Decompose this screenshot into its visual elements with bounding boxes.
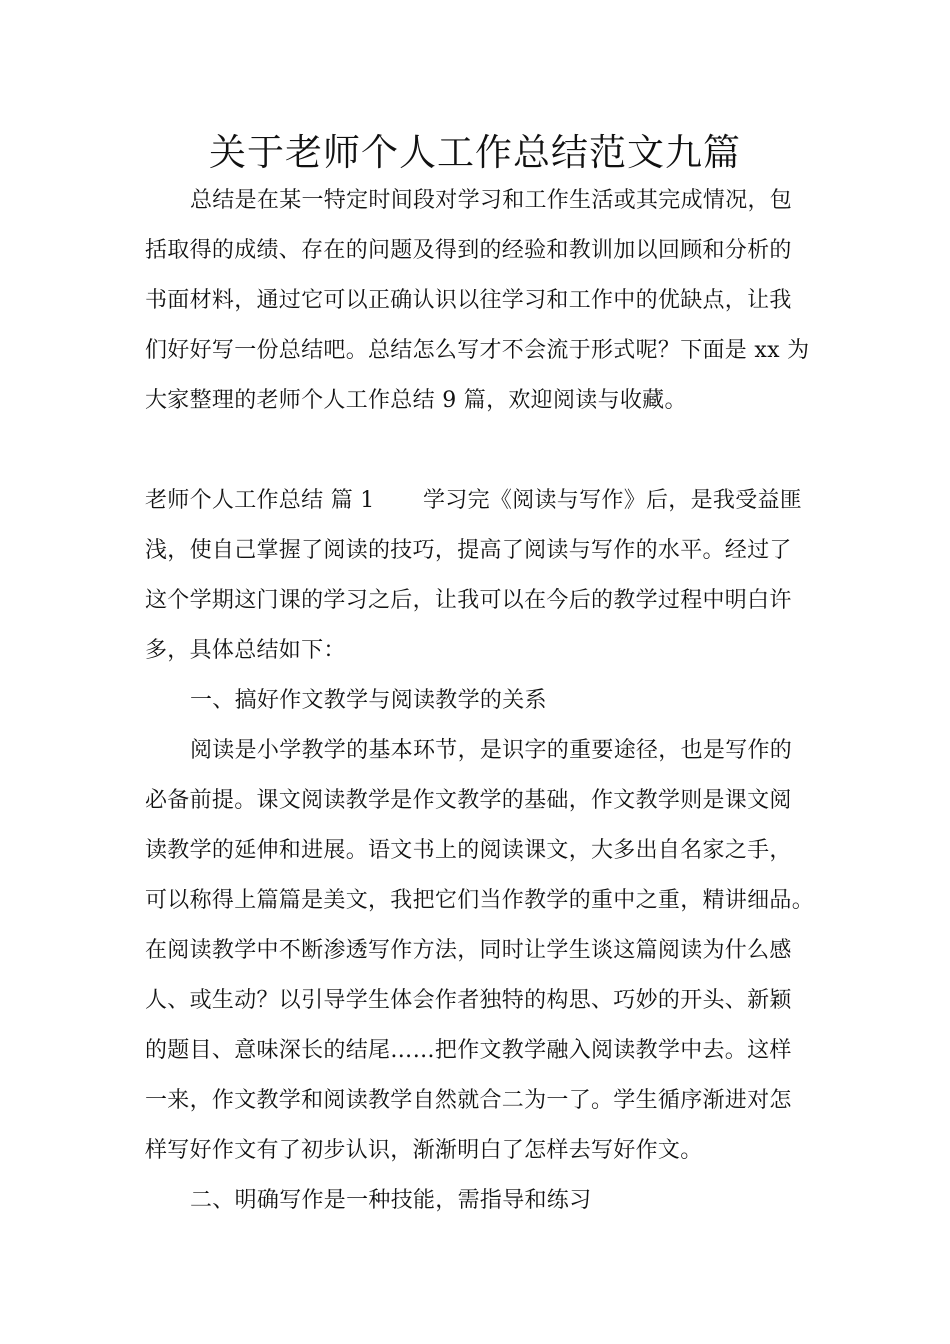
intro-line-2: 括取得的成绩、存在的问题及得到的经验和教训加以回顾和分析的 [145,238,792,263]
intro-line-1: 总结是在某一特定时间段对学习和工作生活或其完成情况，包 [190,188,793,213]
section-1-line-4: 多，具体总结如下： [145,638,346,663]
intro-line-3: 书面材料，通过它可以正确认识以往学习和工作中的优缺点，让我 [145,288,792,313]
paragraph-2-line-4: 可以称得上篇篇是美文，我把它们当作教学的重中之重，精讲细品。 [145,888,815,913]
subheading-1: 一、搞好作文教学与阅读教学的关系 [190,688,547,713]
section-1-line-2: 浅，使自己掌握了阅读的技巧，提高了阅读与写作的水平。经过了 [145,538,792,563]
paragraph-2-line-2: 必备前提。课文阅读教学是作文教学的基础，作文教学则是课文阅 [145,788,792,813]
intro-line-5: 大家整理的老师个人工作总结 9 篇，欢迎阅读与收藏。 [145,388,687,413]
paragraph-2-line-6: 人、或生动？以引导学生体会作者独特的构思、巧妙的开头、新颖 [145,988,792,1013]
paragraph-2-line-1: 阅读是小学教学的基本环节，是识字的重要途径，也是写作的 [190,738,793,763]
paragraph-2-line-8: 一来，作文教学和阅读教学自然就合二为一了。学生循序渐进对怎 [145,1088,792,1113]
paragraph-2-line-9: 样写好作文有了初步认识，渐渐明白了怎样去写好作文。 [145,1138,703,1163]
subheading-2: 二、明确写作是一种技能，需指导和练习 [190,1188,592,1213]
section-1-first-text: 学习完《阅读与写作》后，是我受益匪 [423,488,803,513]
section-1-line-3: 这个学期这门课的学习之后，让我可以在今后的教学过程中明白许 [145,588,792,613]
paragraph-2-line-3: 读教学的延伸和进展。语文书上的阅读课文，大多出自名家之手， [145,838,792,863]
paragraph-2-line-5: 在阅读教学中不断渗透写作方法，同时让学生谈这篇阅读为什么感 [145,938,792,963]
document-title: 关于老师个人工作总结范文九篇 [209,131,741,174]
paragraph-2-line-7: 的题目、意味深长的结尾……把作文教学融入阅读教学中去。这样 [145,1038,792,1063]
section-1-first-line [145,486,825,516]
section-heading: 老师个人工作总结 篇 1 [145,488,375,513]
intro-line-4: 们好好写一份总结吧。总结怎么写才不会流于形式呢？下面是 xx 为 [145,338,810,363]
